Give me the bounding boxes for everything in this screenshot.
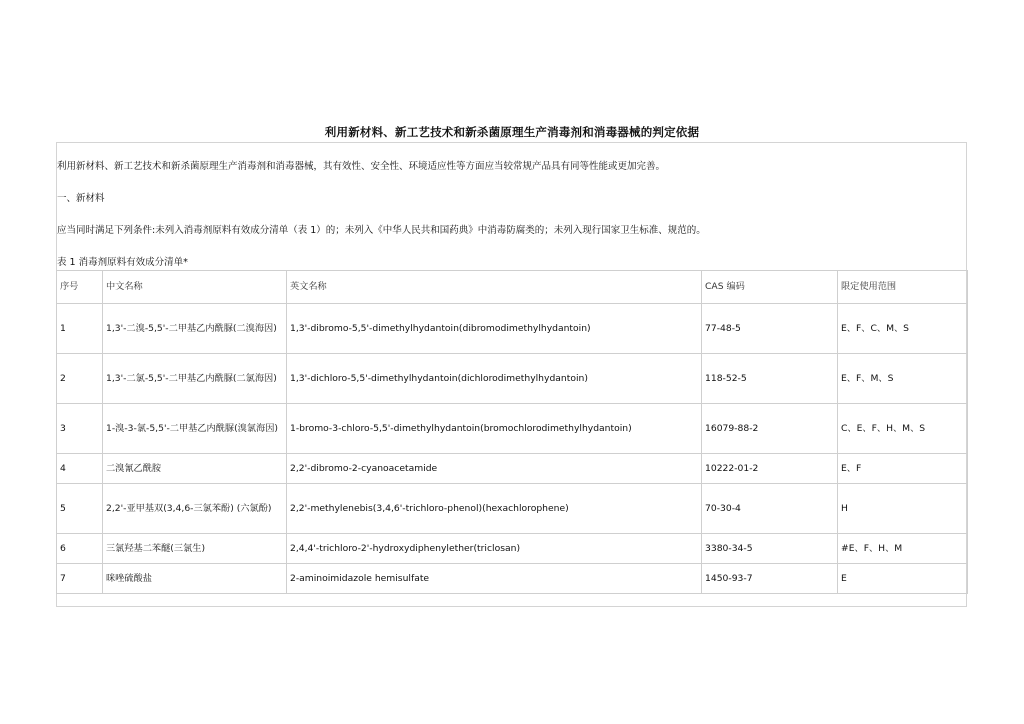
cell-scope: E、F、C、M、S (838, 304, 968, 354)
cell-cn-name: 1,3'-二溴-5,5'-二甲基乙内酰脲(二溴海因) (103, 304, 287, 354)
cell-scope: C、E、F、H、M、S (838, 404, 968, 454)
document-title: 利用新材料、新工艺技术和新杀菌原理生产消毒剂和消毒器械的判定依据 (324, 125, 700, 139)
condition-paragraph: 应当同时满足下列条件:未列入消毒剂原料有效成分清单（表 1）的；未列入《中华人民共和国药典》中消毒防腐类的；未列入现行国家卫生标准、规范的。 (57, 225, 706, 236)
cell-cn-name: 二溴氰乙酰胺 (103, 454, 287, 484)
table-header-row (57, 271, 968, 304)
cell-scope: #E、F、H、M (838, 534, 968, 564)
table-row (57, 484, 968, 534)
header-scope: 限定使用范围 (838, 271, 968, 304)
cell-no: 5 (57, 484, 103, 534)
header-cas: CAS 编码 (702, 271, 838, 304)
table-row (57, 354, 968, 404)
cell-cas: 118-52-5 (702, 354, 838, 404)
table-row (57, 534, 968, 564)
cell-cas: 70-30-4 (702, 484, 838, 534)
cell-cn-name: 咪唑硫酸盐 (103, 564, 287, 594)
cell-no: 3 (57, 404, 103, 454)
cell-scope: H (838, 484, 968, 534)
ingredients-table (56, 270, 968, 594)
header-en-name: 英文名称 (287, 271, 702, 304)
cell-en-name: 2-aminoimidazole hemisulfate (287, 564, 702, 594)
table-row (57, 404, 968, 454)
intro-paragraph: 利用新材料、新工艺技术和新杀菌原理生产消毒剂和消毒器械，其有效性、安全性、环境适应性等方面应当较常规产品具有同等性能或更加完善。 (57, 161, 666, 172)
cell-cn-name: 1,3'-二氯-5,5'-二甲基乙内酰脲(二氯海因) (103, 354, 287, 404)
cell-no: 6 (57, 534, 103, 564)
cell-no: 2 (57, 354, 103, 404)
section-heading: 一、新材料 (57, 193, 105, 204)
cell-scope: E (838, 564, 968, 594)
header-cn-name: 中文名称 (103, 271, 287, 304)
table-row (57, 454, 968, 484)
cell-cn-name: 1-溴-3-氯-5,5'-二甲基乙内酰脲(溴氯海因) (103, 404, 287, 454)
cell-en-name: 1,3'-dichloro-5,5'-dimethylhydantoin(dichlorodimethylhydantoin) (287, 354, 702, 404)
cell-en-name: 2,2'-methylenebis(3,4,6'-trichloro-phenol)(hexachlorophene) (287, 484, 702, 534)
cell-en-name: 2,4,4'-trichloro-2'-hydroxydiphenylether(triclosan) (287, 534, 702, 564)
cell-scope: E、F (838, 454, 968, 484)
table-caption: 表 1 消毒剂原料有效成分清单* (57, 257, 188, 268)
cell-cas: 3380-34-5 (702, 534, 838, 564)
cell-cn-name: 三氯羟基二苯醚(三氯生) (103, 534, 287, 564)
cell-no: 1 (57, 304, 103, 354)
header-no: 序号 (57, 271, 103, 304)
cell-cas: 10222-01-2 (702, 454, 838, 484)
cell-cas: 16079-88-2 (702, 404, 838, 454)
cell-scope: E、F、M、S (838, 354, 968, 404)
cell-cn-name: 2,2'-亚甲基双(3,4,6-三氯苯酚) (六氯酚) (103, 484, 287, 534)
cell-en-name: 1-bromo-3-chloro-5,5'-dimethylhydantoin(bromochlorodimethylhydantoin) (287, 404, 702, 454)
cell-en-name: 1,3'-dibromo-5,5'-dimethylhydantoin(dibromodimethylhydantoin) (287, 304, 702, 354)
table-row (57, 564, 968, 594)
table-row (57, 304, 968, 354)
cell-en-name: 2,2'-dibromo-2-cyanoacetamide (287, 454, 702, 484)
cell-cas: 1450-93-7 (702, 564, 838, 594)
cell-no: 7 (57, 564, 103, 594)
cell-cas: 77-48-5 (702, 304, 838, 354)
cell-no: 4 (57, 454, 103, 484)
